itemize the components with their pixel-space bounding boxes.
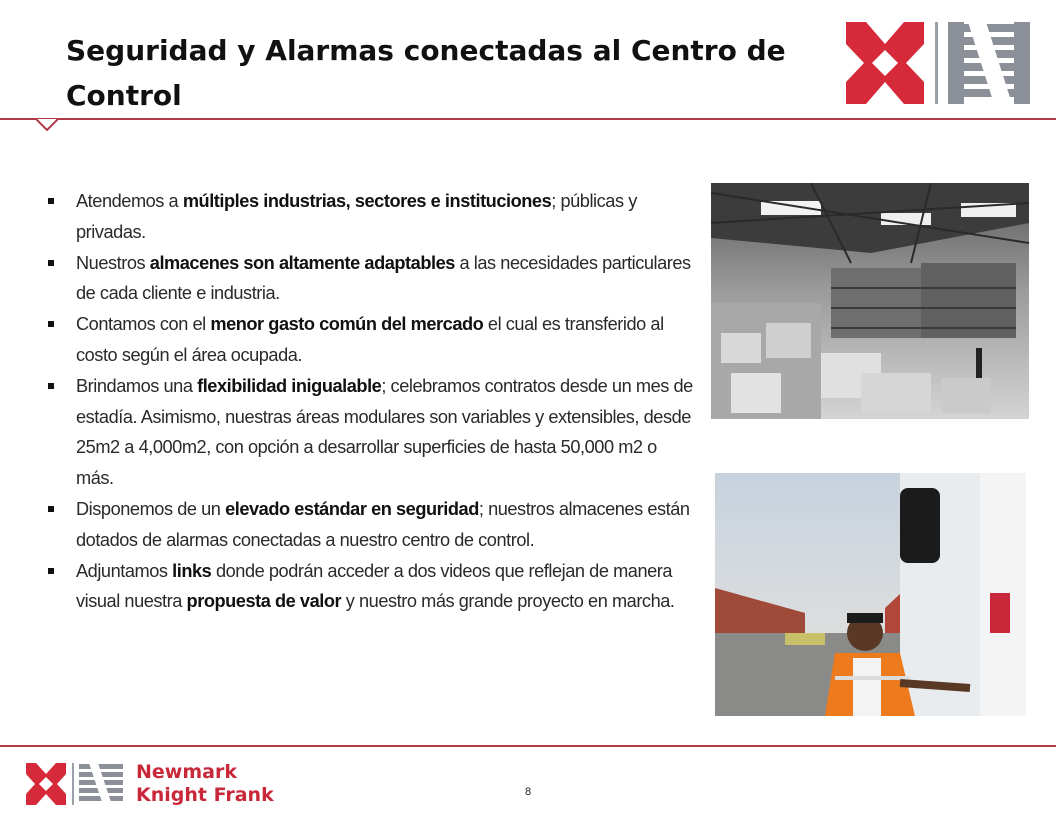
bullet-text: Brindamos una [76,375,198,396]
slide-title: Seguridad y Alarmas conectadas al Centro de Control [66,34,786,112]
bullet-item [46,371,696,494]
bullet-bold-text: elevado estándar en seguridad [225,498,479,519]
bullet-text: Contamos con el [76,314,211,335]
bullet-text: el cual es transferido al costo según el área ocupada. [76,314,664,365]
bullet-text: Atendemos a [76,191,183,211]
bullet-item [46,494,696,556]
footer-divider [0,745,1056,747]
header-divider [0,118,1056,120]
brand-name [136,761,274,807]
truck-driver-photo [715,473,1026,716]
page-number: 8 [524,786,532,798]
bullet-text: ; celebramos contratos desde un mes de estadía. Asimismo, nuestras áreas modulares son variables y extensibles, desde 25m2 a 4,000m2, con opción a desarrollar superficies de hasta 50,000 m2 o más. [76,375,693,489]
newmark-footer-logo-icon [26,763,126,805]
newmark-logo-icon [846,22,1032,104]
bullet-bold-text: propuesta de valor [186,591,342,612]
brand-line-1: Newmark [136,761,237,783]
bullet-text: Nuestros [76,252,150,273]
bullet-bold-text: menor gasto común del mercado [210,314,484,335]
bullet-item [46,248,696,310]
bullet-text: ; públicas y privadas. [76,191,637,242]
bullet-text: Disponemos de un [76,498,226,519]
bullet-text: donde podrán acceder a dos videos que reflejan de manera visual nuestra [76,560,673,612]
bullet-text: ; nuestros almacenes están dotados de alarmas conectadas a nuestro centro de control. [76,498,690,550]
bullet-bold-text: almacenes son altamente adaptables [149,252,455,273]
bullet-bold-text: flexibilidad inigualable [197,375,382,396]
bullet-item [46,309,696,371]
bullet-bold-text: múltiples industrias, sectores e instituciones [182,191,552,211]
bullet-text: y nuestro más grande proyecto en marcha. [341,591,675,612]
bullet-item [46,186,696,248]
bullet-bold-text: links [172,560,212,581]
bullet-list [46,186,696,617]
brand-line-2: Knight Frank [136,784,274,806]
header-notch-icon [36,119,58,131]
bullet-item [46,556,696,618]
bullet-text: Adjuntamos [76,560,173,581]
bullet-text: a las necesidades particulares de cada cliente e industria. [76,252,691,304]
warehouse-photo [711,183,1029,419]
